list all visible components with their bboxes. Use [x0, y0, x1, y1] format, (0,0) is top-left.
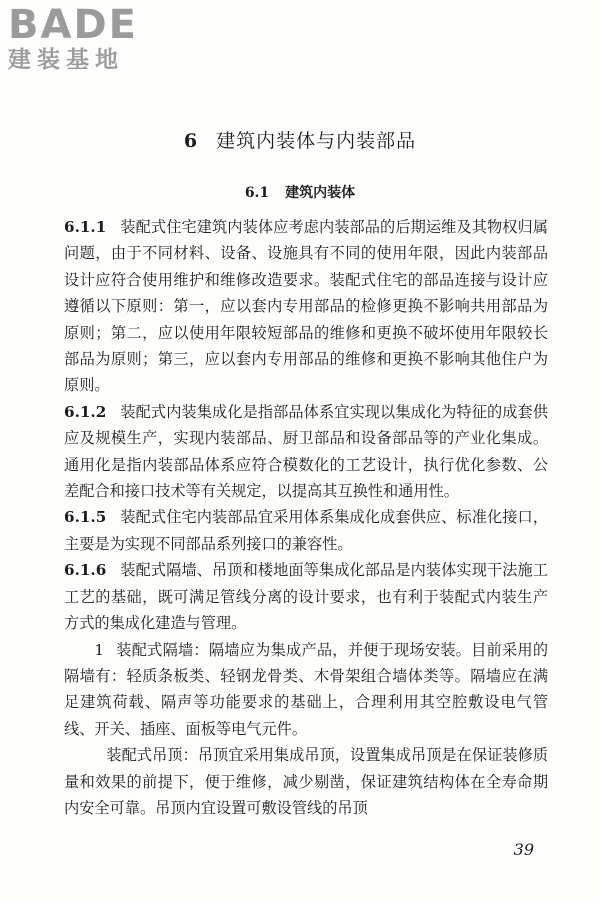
clause-number: 6.1.2	[64, 402, 107, 421]
clause-paragraph	[64, 504, 548, 557]
logo-subtitle: 建装基地	[8, 47, 124, 73]
chapter-number: 6	[183, 130, 199, 152]
logo	[8, 4, 178, 74]
clause-text: 装配式内装集成化是指部品体系宜实现以集成化为特征的成套供应及规模生产，实现内装部品、厨卫部品和设备部品等的产业化集成。通用化是指内装部品体系应符合模数化的工艺设计，执行优化参数、公差配合和接口技术等有关规定，以提高其互换性和通用性。	[64, 402, 548, 501]
clause-number: 6.1.6	[64, 561, 107, 580]
item-text: 装配式吊顶：吊顶宜采用集成吊顶，设置集成吊顶是在保证装修质量和效果的前提下，便于维修，减少剔凿，保证建筑结构体在全寿命期内安全可靠。吊顶内宜设置可敷设管线的吊顶	[64, 746, 548, 817]
section-title	[0, 182, 600, 202]
clause-paragraph	[64, 557, 548, 636]
list-item	[64, 742, 548, 821]
item-text: 装配式隔墙：隔墙应为集成产品，并便于现场安装。目前采用的隔墙有：轻质条板类、轻钢龙骨类、木骨架组合墙体类等。隔墙应在满足建筑荷载、隔声等功能要求的基础上，合理利用其空腔敷设电气管线、开关、插座、面板等电气元件。	[64, 640, 548, 738]
clause-text: 装配式住宅建筑内装体应考虑内装部品的后期运维及其物权归属问题，由于不同材料、设备、设施具有不同的使用年限，因此内装部品设计应符合使用维护和维修改造要求。装配式住宅的部品连接与设计应遵循以下原则：第一，应以套内专用部品的检修更换不影响共用部品为原则；第二，应以使用年限较短部品的维修和更换不破坏使用年限较长部品为原则；第三，应以套内专用部品的维修和更换不影响其他住户为原则。	[64, 218, 548, 395]
chapter-title	[0, 126, 600, 153]
clause-number: 6.1.1	[64, 218, 107, 236]
logo-wordmark: BADE	[8, 2, 138, 48]
page-number: 39	[513, 840, 534, 859]
clause-number: 6.1.5	[64, 508, 107, 527]
clause-text: 装配式住宅内装部品宜采用体系集成化成套供应、标准化接口，主要是为实现不同部品系列接口的兼容性。	[64, 508, 548, 553]
section-number: 6.1	[244, 185, 270, 201]
clause-paragraph	[64, 399, 548, 505]
body-text	[64, 214, 548, 821]
chapter-title-text: 建筑内装体与内装部品	[216, 130, 417, 152]
clause-paragraph	[64, 214, 548, 399]
list-item	[64, 637, 548, 743]
section-title-text: 建筑内装体	[285, 185, 356, 201]
clause-text: 装配式隔墙、吊顶和楼地面等集成化部品是内装体实现干法施工工艺的基础，既可满足管线分离的设计要求，也有利于装配式内装生产方式的集成化建造与管理。	[64, 561, 548, 633]
item-number: 1	[94, 640, 105, 659]
